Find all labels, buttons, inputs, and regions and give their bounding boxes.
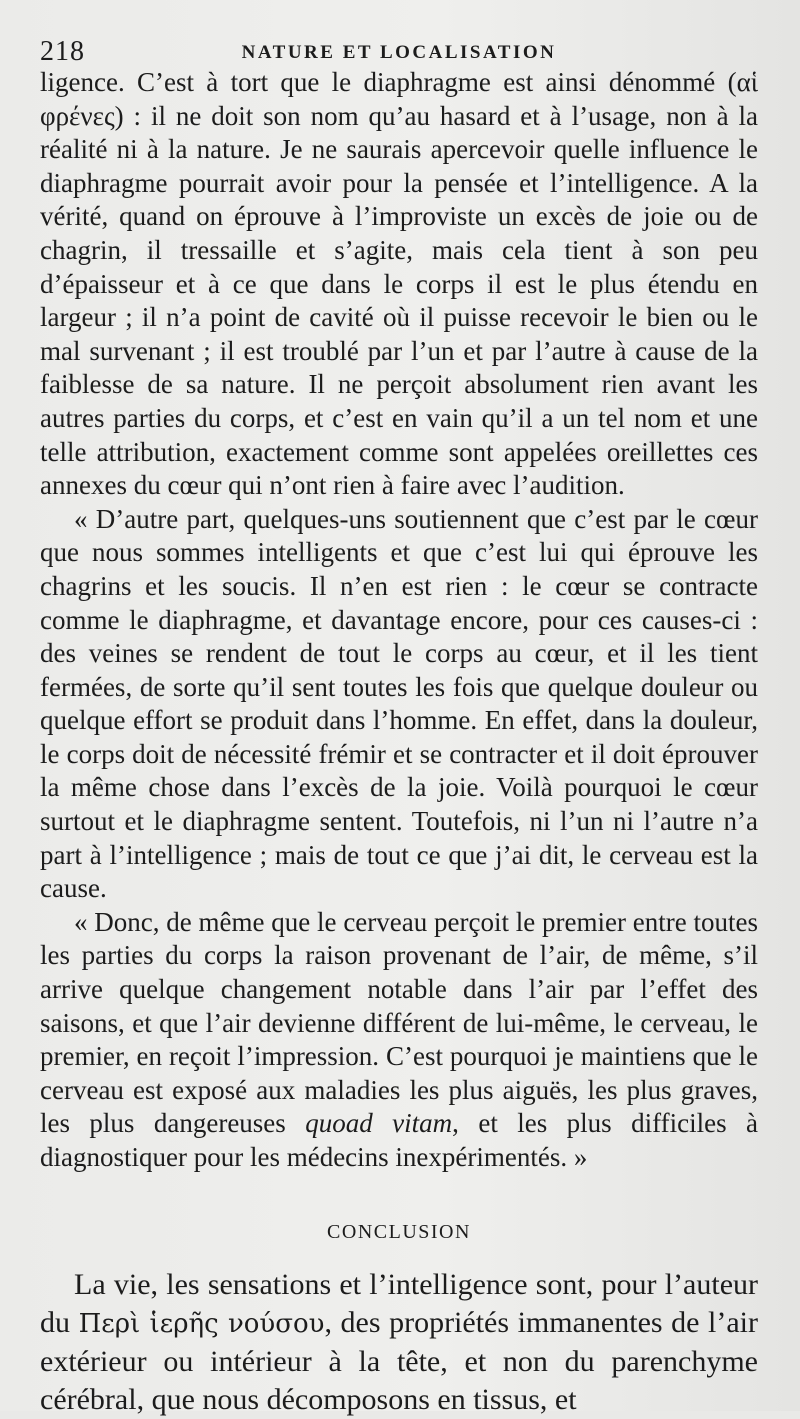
conclusion-paragraph: [40, 1266, 758, 1419]
conclusion-text: [40, 1266, 758, 1419]
conclusion-text-after: , des propriétés immanentes de l’air extérieur ou intérieur à la tête, et non du parenchyme cérébral, que nous décomposons en tissus, et: [40, 1305, 758, 1416]
running-title: NATURE ET LOCALISATION: [241, 42, 557, 63]
body-text: [40, 66, 758, 1175]
greek-title: Περὶ ἱερῆς νούσου: [78, 1308, 325, 1339]
running-head: [40, 22, 758, 66]
paragraph-1: ligence. C’est à tort que le diaphragme est ainsi dénommé (αἱ φρένες) : il ne doit son nom qu’au hasard et à l’usage, non à la réalité ni à la nature. Je ne saurais apercevoir quelle influence le diaphragme pourrait avoir pour la pensée et l’intelligence. A la vérité, quand on éprouve à l’improviste un excès de joie ou de chagrin, il tressaille et s’agite, mais cela tient à son peu d’épaisseur et à ce que dans le corps il est le plus étendu en largeur ; il n’a point de cavité où il puisse recevoir le bien ou le mal survenant ; il est troublé par l’un et par l’autre à cause de la faiblesse de sa nature. Il ne perçoit absolument rien avant les autres parties du corps, et c’est en vain qu’il a un tel nom et une telle attribution, exactement comme sont appelées oreillettes ces annexes du cœur qui n’ont rien à faire avec l’audition.: [40, 67, 758, 501]
page-number: 218: [40, 36, 85, 67]
paragraph-3: [40, 906, 758, 1175]
paragraph-2: « D’autre part, quelques-uns soutiennent que c’est par le cœur que nous sommes intelligents et que c’est lui qui éprouve les chagrins et les soucis. Il n’en est rien : le cœur se contracte comme le diaphragme, et davantage encore, pour ces causes-ci : des veines se rendent de tout le corps au cœur, et il les tient fermées, de sorte qu’il sent toutes les fois que quelque douleur ou quelque effort se produit dans l’homme. En effet, dans la douleur, le corps doit de nécessité frémir et se contracter et il doit éprouver la même chose dans l’excès de la joie. Voilà pourquoi le cœur surtout et le diaphragme sentent. Toutefois, ni l’un ni l’autre n’a part à l’intelligence ; mais de tout ce que j’ai dit, le cerveau est la cause.: [40, 503, 758, 904]
paragraph-3-italic: quoad vitam: [305, 1108, 453, 1139]
section-title: CONCLUSION: [327, 1220, 471, 1243]
paragraph-3-text-before: « Donc, de même que le cerveau perçoit le premier entre toutes les parties du corps la raison provenant de l’air, de même, s’il arrive quelque changement notable dans l’air par l’effet des saisons, et que l’air devienne différent de lui-même, le cerveau, le premier, en reçoit l’impression. C’est pourquoi je maintiens que le cerveau est exposé aux maladies les plus aiguës, les plus graves, les plus dangereuses: [40, 906, 758, 1139]
paragraph-3-text-after: , et les plus difficiles à diagnostiquer pour les médecins inexpérimentés. »: [40, 1108, 759, 1172]
conclusion-text-before: La vie, les sensations et l’intelligence sont, pour l’auteur du: [40, 1267, 758, 1339]
